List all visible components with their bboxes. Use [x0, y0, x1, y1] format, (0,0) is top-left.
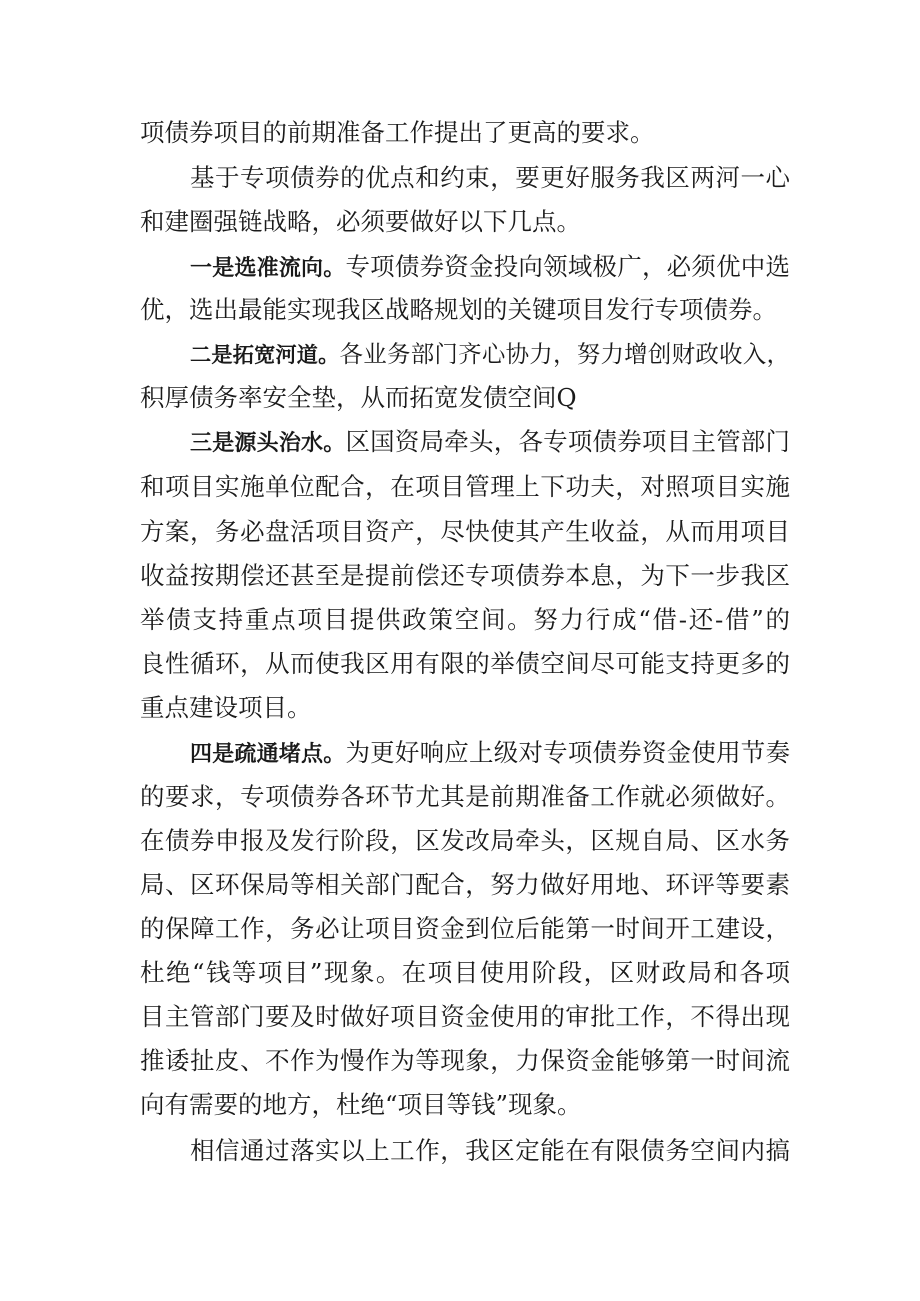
paragraph-line: 和建圈强链战略，必须要做好以下几点。 — [140, 207, 581, 236]
point-heading: 二是拓宽河道。 — [190, 342, 340, 367]
point-text: 为更好响应上级对专项债券资金使用节奏 — [345, 738, 790, 767]
paragraph-line: 收益按期偿还甚至是提前偿还专项债券本息，为下一步我区 — [140, 561, 790, 590]
paragraph-line — [190, 249, 790, 285]
point-text: 专项债券资金投向领域极广，必须优中选 — [345, 252, 790, 281]
paragraph-line: 局、区环保局等相关部门配合，努力做好用地、环评等要素 — [140, 870, 790, 899]
paragraph-line — [190, 424, 790, 460]
point-heading: 三是源头治水。 — [190, 431, 346, 456]
paragraph-line — [190, 336, 790, 372]
paragraph-line: 推诿扯皮、不作为慢作为等现象，力保资金能够第一时间流 — [140, 1046, 790, 1075]
paragraph-line: 杜绝“钱等项目”现象。在项目使用阶段，区财政局和各项 — [140, 958, 790, 987]
paragraph-line: 方案，务必盘活项目资产，尽快使其产生收益，从而用项目 — [140, 517, 790, 546]
paragraph-line: 和项目实施单位配合，在项目管理上下功夫，对照项目实施 — [140, 472, 790, 501]
paragraph-line: 举债支持重点项目提供政策空间。努力行成“借-还-借”的 — [140, 605, 790, 634]
point-heading: 四是疏通堵点。 — [190, 742, 346, 767]
paragraph-line: 优，选出最能实现我区战略规划的关键项目发行专项债券。 — [140, 295, 777, 324]
paragraph-line: 基于专项债券的优点和约束，要更好服务我区两河一心 — [190, 163, 790, 192]
paragraph-line: 的保障工作，务必让项目资金到位后能第一时间开工建设， — [140, 914, 790, 943]
paragraph-line — [190, 735, 790, 771]
paragraph-line: 在债券申报及发行阶段，区发改局牵头，区规自局、区水务 — [140, 826, 790, 855]
paragraph-line: 良性循环，从而使我区用有限的举债空间尽可能支持更多的 — [140, 649, 790, 678]
paragraph-line: 相信通过落实以上工作，我区定能在有限债务空间内搞 — [190, 1136, 790, 1165]
paragraph-line: 重点建设项目。 — [140, 693, 312, 722]
point-text: 区国资局牵头，各专项债券项目主管部门 — [345, 427, 790, 456]
point-text: 各业务部门齐心协力，努力增创财政收入， — [339, 340, 790, 368]
paragraph-line: 向有需要的地方，杜绝“项目等钱”现象。 — [140, 1090, 582, 1119]
paragraph-line: 的要求，专项债券各环节尤其是前期准备工作就必须做好。 — [140, 782, 790, 811]
paragraph-line: 目主管部门要及时做好项目资金使用的审批工作，不得出现 — [140, 1002, 790, 1031]
paragraph-line: 积厚债务率安全垫，从而拓宽发债空间Q — [140, 383, 577, 412]
point-heading: 一是选准流向。 — [190, 256, 346, 281]
paragraph-line: 项债券项目的前期准备工作提出了更高的要求。 — [140, 118, 655, 147]
